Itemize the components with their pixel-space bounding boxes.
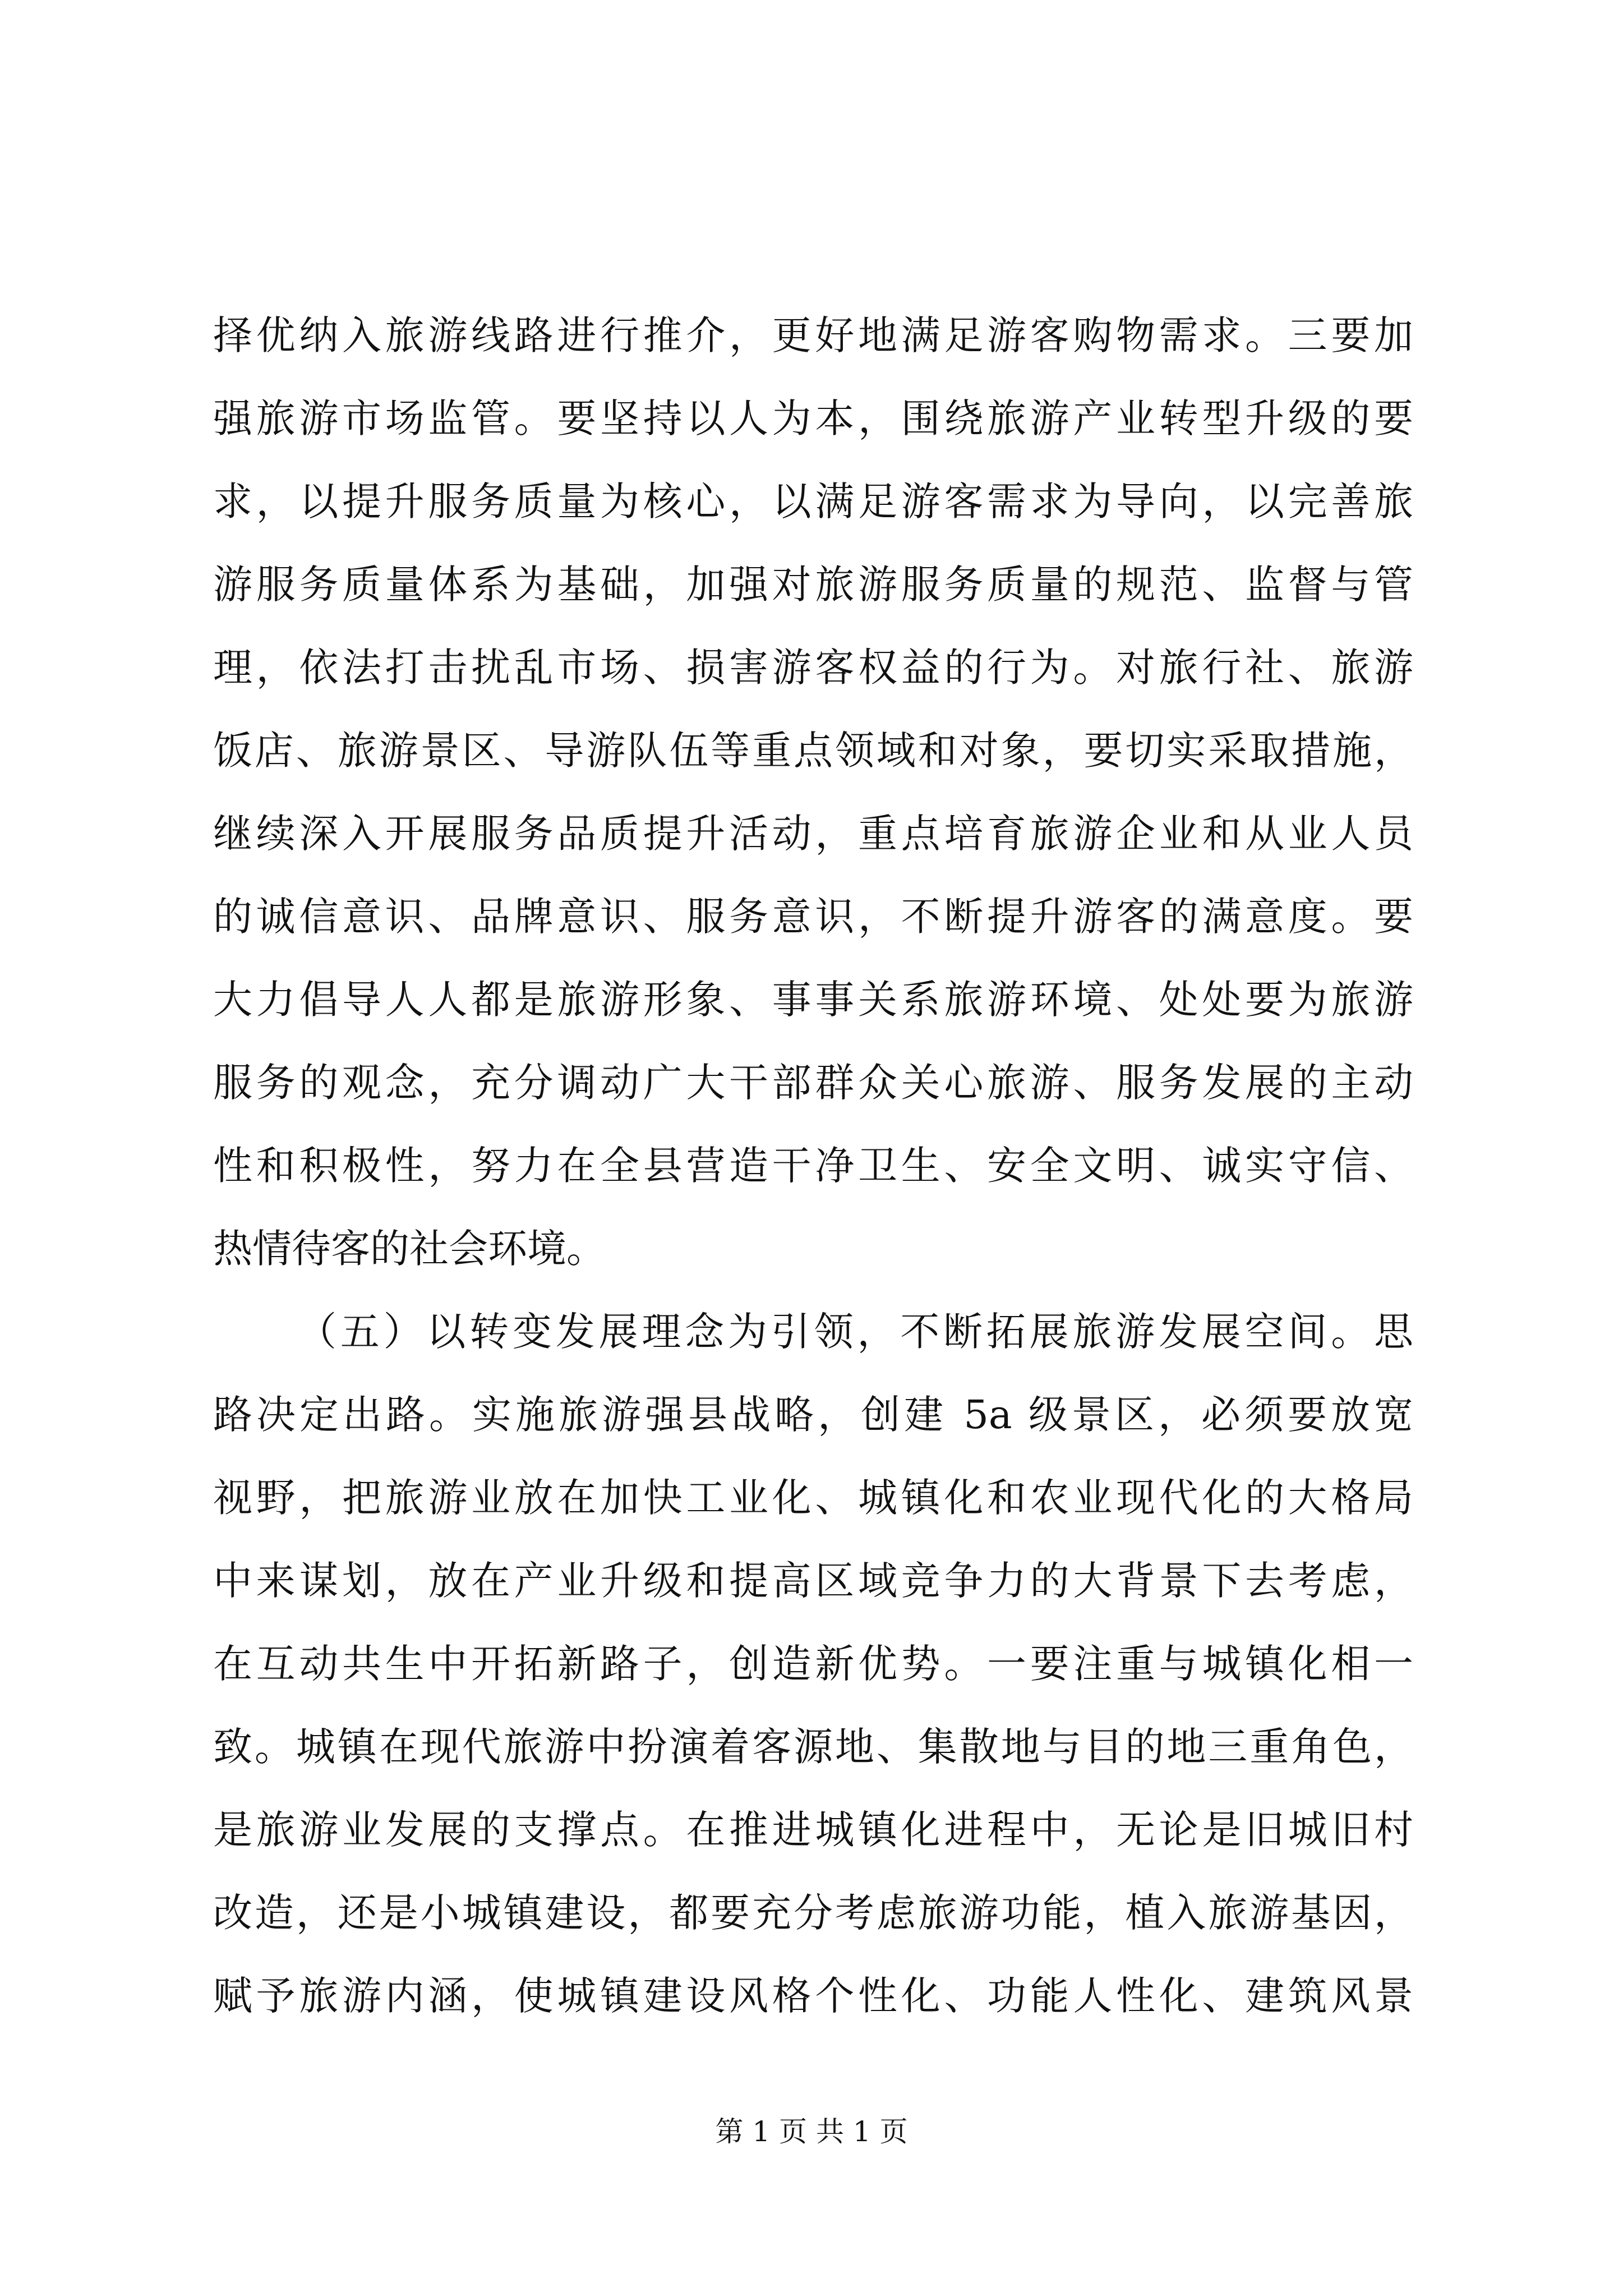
text-line: 中来谋划，放在产业升级和提高区域竞争力的大背景下去考虑， xyxy=(213,1558,1413,1604)
text-line: 路决定出路。实施旅游强县战略，创建 5a 级景区，必须要放宽 xyxy=(213,1392,1413,1438)
page-footer xyxy=(0,2109,1623,2154)
text-line: 强旅游市场监管。要坚持以人为本，围绕旅游产业转型升级的要 xyxy=(213,395,1413,441)
text-line: 饭店、旅游景区、导游队伍等重点领域和对象，要切实采取措施， xyxy=(213,728,1413,774)
text-line: 改造，还是小城镇建设，都要充分考虑旅游功能，植入旅游基因， xyxy=(213,1890,1413,1936)
text-line: 热情待客的社会环境。 xyxy=(213,1226,606,1272)
paragraph-heading-line: （五）以转变发展理念为引领，不断拓展旅游发展空间。思 xyxy=(297,1309,1413,1355)
text-line: 致。城镇在现代旅游中扮演着客源地、集散地与目的地三重角色， xyxy=(213,1724,1413,1770)
text-line: 在互动共生中开拓新路子，创造新优势。一要注重与城镇化相一 xyxy=(213,1641,1413,1687)
page-number: 第 1 页 共 1 页 xyxy=(715,2115,908,2148)
text-line: 性和积极性，努力在全县营造干净卫生、安全文明、诚实守信、 xyxy=(213,1143,1413,1189)
text-line: 的诚信意识、品牌意识、服务意识，不断提升游客的满意度。要 xyxy=(213,894,1413,940)
text-line: 大力倡导人人都是旅游形象、事事关系旅游环境、处处要为旅游 xyxy=(213,977,1413,1023)
text-line: 服务的观念，充分调动广大干部群众关心旅游、服务发展的主动 xyxy=(213,1060,1413,1106)
text-line: 择优纳入旅游线路进行推介，更好地满足游客购物需求。三要加 xyxy=(213,312,1413,358)
text-line: 赋予旅游内涵，使城镇建设风格个性化、功能人性化、建筑风景 xyxy=(213,1973,1413,2019)
text-line: 继续深入开展服务品质提升活动，重点培育旅游企业和从业人员 xyxy=(213,811,1413,857)
text-line: 求，以提升服务质量为核心，以满足游客需求为导向，以完善旅 xyxy=(213,478,1413,524)
text-line: 是旅游业发展的支撑点。在推进城镇化进程中，无论是旧城旧村 xyxy=(213,1807,1413,1853)
body-text xyxy=(213,294,1413,2037)
text-line: 视野，把旅游业放在加快工业化、城镇化和农业现代化的大格局 xyxy=(213,1475,1413,1521)
text-line: 理，依法打击扰乱市场、损害游客权益的行为。对旅行社、旅游 xyxy=(213,645,1413,691)
text-line: 游服务质量体系为基础，加强对旅游服务质量的规范、监督与管 xyxy=(213,562,1413,608)
